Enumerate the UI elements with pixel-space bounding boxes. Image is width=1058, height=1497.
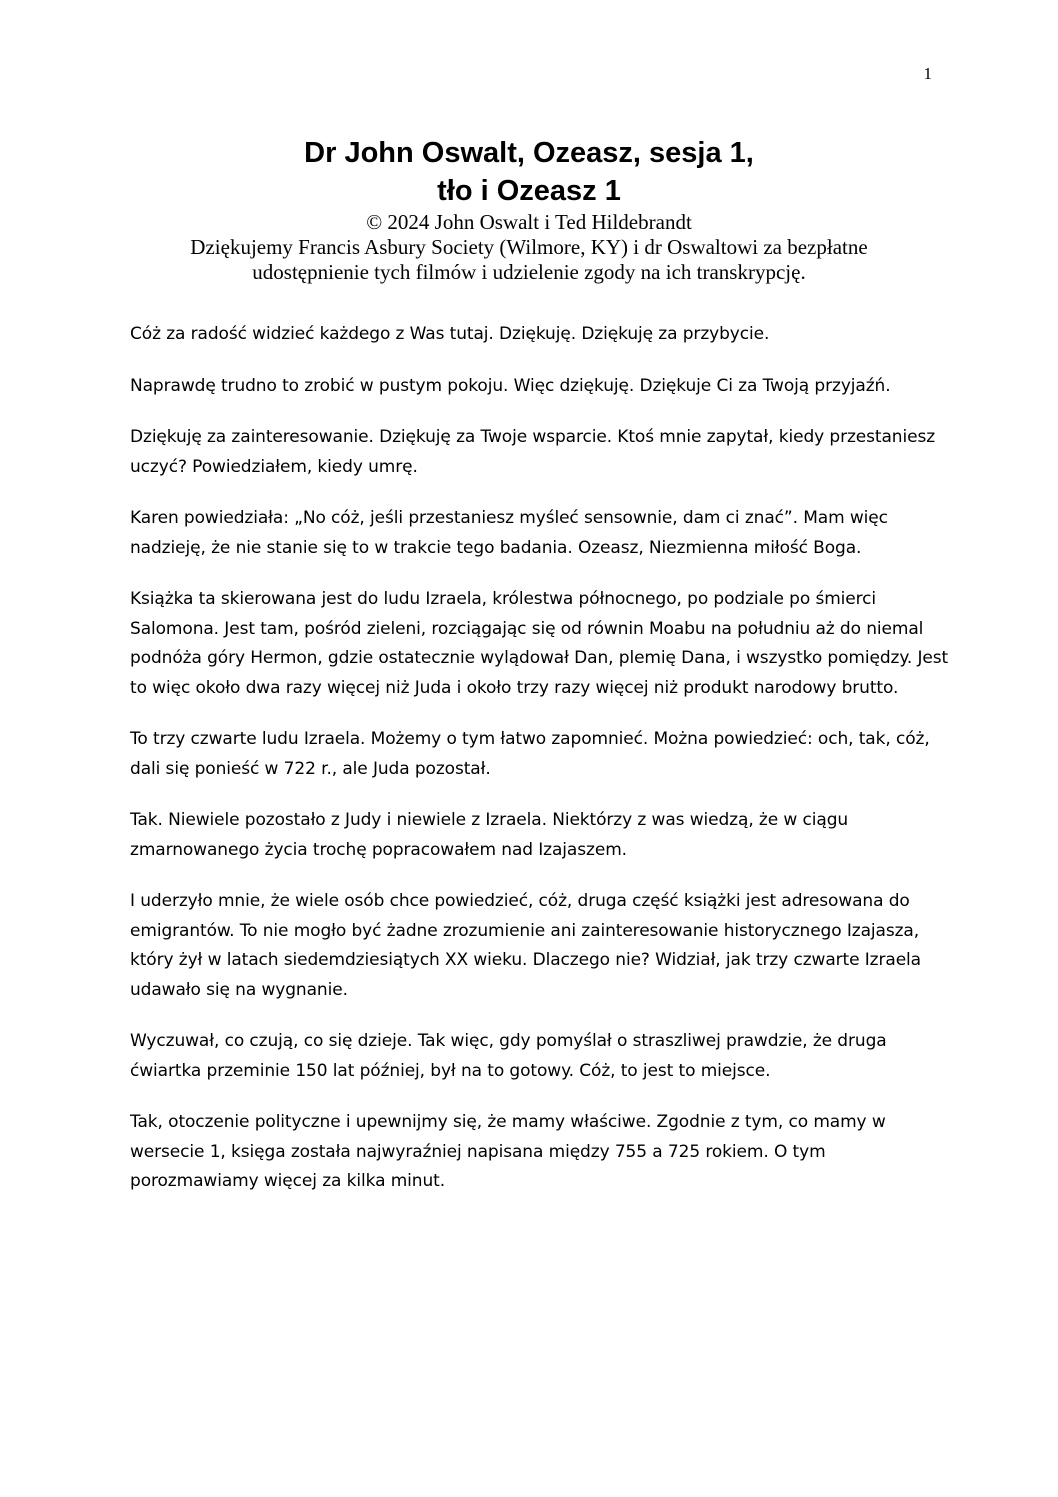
title-line-2: tło i Ozeasz 1 xyxy=(437,175,621,207)
thanks-line-1: Dziękujemy Francis Asbury Society (Wilmore, KY) i dr Oswaltowi za bezpłatne xyxy=(190,235,868,259)
paragraph: To trzy czwarte ludu Izraela. Możemy o tym łatwo zapomnieć. Można powiedzieć: och, tak, cóż, dali się ponieść w 722 r., ale Juda pozostał. xyxy=(130,729,930,779)
paragraph: Tak. Niewiele pozostało z Judy i niewiele z Izraela. Niektórzy z was wiedzą, że w ciągu zmarnowanego życia trochę popracowałem nad Izajaszem. xyxy=(130,810,849,860)
copyright-line: © 2024 John Oswalt i Ted Hildebrandt xyxy=(366,210,692,234)
paragraph: Cóż za radość widzieć każdego z Was tutaj. Dziękuję. Dziękuję za przybycie. xyxy=(130,324,770,344)
paragraph: I uderzyło mnie, że wiele osób chce powiedzieć, cóż, druga część książki jest adresowana do emigrantów. To nie mogło być żadne zrozumienie ani zainteresowanie historycznego Izajasza, który żył w latach siedemdziesiątych XX wieku. Dlaczego nie? Widział, jak trzy czwarte Izraela udawało się na wygnanie. xyxy=(130,891,921,1000)
page-number: 1 xyxy=(923,64,932,83)
paragraph: Wyczuwał, co czują, co się dzieje. Tak więc, gdy pomyślał o straszliwej prawdzie, że druga ćwiartka przeminie 150 lat później, był na to gotowy. Cóż, to jest to miejsce. xyxy=(130,1031,887,1081)
paragraph: Książka ta skierowana jest do ludu Izraela, królestwa północnego, po podziale po śmierci Salomona. Jest tam, pośród zieleni, rozciągając się od równin Moabu na południu aż do niemal podnóża góry Hermon, gdzie ostatecznie wylądował Dan, plemię Dana, i wszystko pomiędzy. Jest to więc około dwa razy więcej niż Juda i około trzy razy więcej niż produkt narodowy brutto. xyxy=(130,589,949,698)
document-header xyxy=(0,134,1058,285)
paragraph: Naprawdę trudno to zrobić w pustym pokoju. Więc dziękuję. Dziękuje Ci za Twoją przyjaźń. xyxy=(130,375,891,396)
paragraph: Karen powiedziała: „No cóż, jeśli przestaniesz myśleć sensownie, dam ci znać”. Mam więc nadzieję, że nie stanie się to w trakcie tego badania. Ozeasz, Niezmienna miłość Boga. xyxy=(130,508,888,558)
paragraph: Tak, otoczenie polityczne i upewnijmy się, że mamy właściwe. Zgodnie z tym, co mamy w wersecie 1, księga została najwyraźniej napisana między 755 a 725 rokiem. O tym porozmawiamy więcej za kilka minut. xyxy=(130,1112,886,1191)
title-line-1: Dr John Oswalt, Ozeasz, sesja 1, xyxy=(304,137,754,169)
document-body xyxy=(130,320,950,1219)
paragraph: Dziękuję za zainteresowanie. Dziękuję za Twoje wsparcie. Ktoś mnie zapytał, kiedy przestaniesz uczyć? Powiedziałem, kiedy umrę. xyxy=(130,427,936,477)
thanks-line-2: udostępnienie tych filmów i udzielenie zgody na ich transkrypcję. xyxy=(252,260,806,284)
